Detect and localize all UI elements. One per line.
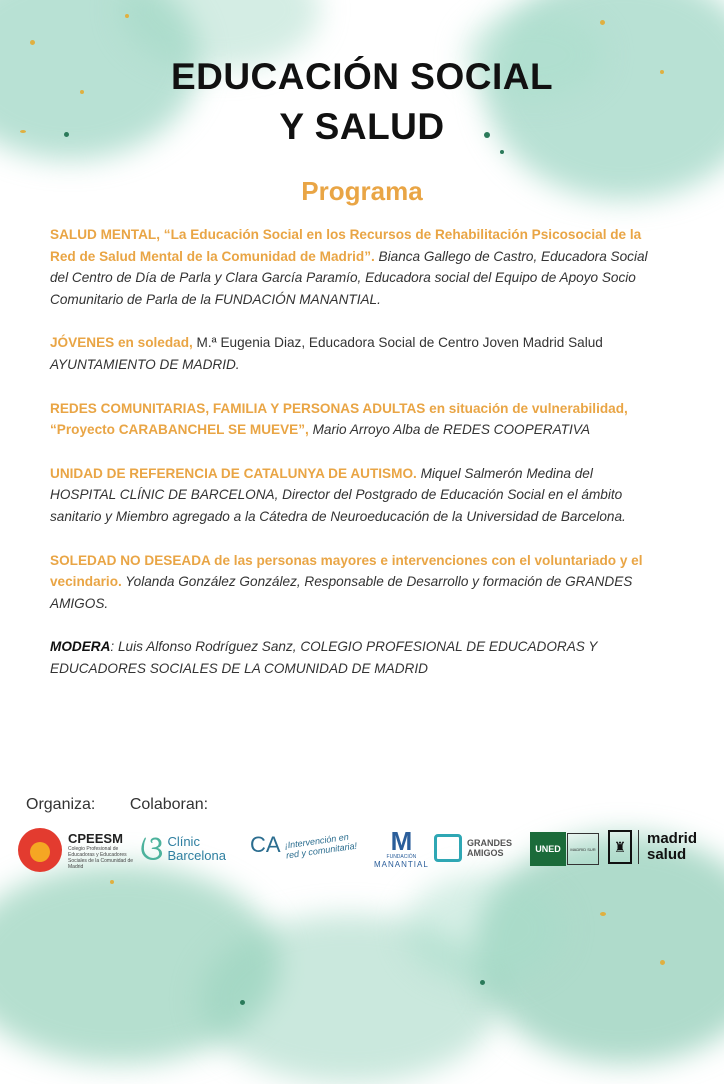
madrid-shield-icon: ♜ [608,830,632,864]
moderator-label: MODERA [50,639,111,655]
manantial-small: FUNDACIÓN [386,854,417,860]
item-topic: UNIDAD DE REFERENCIA DE CATALUNYA DE AUTISMO. [50,465,417,481]
intervencion-text: ¡Intervención en red y comunitaria! [283,831,358,861]
uned-logo [530,832,599,866]
clinic-emblem-icon: ଓ [140,830,164,868]
uned-box: MADRID SUR [567,833,599,865]
item-speakers: Yolanda González González, Responsable de Desarrollo y formación de GRANDES AMIGOS. [50,574,633,611]
grandes-line-1: GRANDES [467,838,513,848]
item-speakers: M.ª Eugenia Diaz, Educadora Social de Centro Joven Madrid Salud [192,335,603,351]
page-title [0,52,724,152]
title-line-2: Y SALUD [279,106,445,147]
moderator-item [50,636,650,679]
logo-strip [18,826,718,886]
watercolor-blob [404,874,564,984]
program-list [50,224,650,702]
green-speckle [480,980,485,985]
gold-speckle [660,960,665,965]
sponsors-labels [26,796,238,814]
item-topic: SALUD MENTAL, “La Educación Social en los Recursos de Rehabilitación Psicosocial de la Red de Salud Mental de la Comunidad de Madrid”. [50,227,642,264]
colaboran-label: Colaboran: [129,796,209,813]
clinic-line-2: Barcelona [167,848,226,863]
moderator-text: : Luis Alfonso Rodríguez Sanz, COLEGIO PROFESIONAL DE EDUCADORAS Y EDUCADORES SOCIALES DE LA COMUNIDAD DE MADRID [50,639,598,676]
item-speakers: Miquel Salmerón Medina del HOSPITAL CLÍNIC DE BARCELONA, Director del Postgrado de Educación Social en el ámbito sanitario y Miembro agregado a la Cátedra de Neuroeducación de la Universidad de Barcelona. [50,465,626,524]
item-organization: AYUNTAMIENTO DE MADRID. [50,356,240,372]
gold-speckle [30,40,35,45]
madrid-salud-logo [608,830,697,864]
green-speckle [240,1000,245,1005]
logo-divider [638,830,639,864]
madrid-line-2: salud [647,846,687,863]
uned-name: UNED [530,832,566,866]
gold-speckle [600,912,606,916]
cpeesm-subtitle: Colegio Profesional de Educadoras y Educadores Sociales de la Comunidad de Madrid [68,845,134,870]
manantial-logo [374,828,429,869]
organiza-label: Organiza: [26,796,96,813]
cpeesm-name: CPEESM [68,830,123,846]
program-item [50,332,650,375]
grandes-amigos-logo [434,834,512,862]
program-item [50,463,650,528]
clinic-barcelona-logo [140,832,226,866]
title-line-1: EDUCACIÓN SOCIAL [170,56,554,97]
clinic-line-1: Clínic [167,834,200,849]
gold-speckle [600,20,605,25]
program-heading: Programa [301,176,423,206]
item-speakers: Mario Arroyo Alba de REDES COOPERATIVA [308,422,591,438]
manantial-emblem-icon: M [390,826,413,856]
gold-speckle [125,14,129,18]
cpeesm-emblem-icon [18,828,62,872]
program-item [50,398,650,441]
intervencion-emblem-icon: CA [250,832,281,857]
item-topic: REDES COMUNITARIAS, FAMILIA Y PERSONAS ADULTAS en situación de vulnerabilidad, “Proyecto CARABANCHEL SE MUEVE”, [50,400,628,438]
grandes-line-2: AMIGOS [467,848,504,858]
intervencion-logo [250,831,365,861]
item-topic: SOLEDAD NO DESEADA de las personas mayores e intervenciones con el voluntariado y el vecindario. [50,552,643,590]
manantial-name: MANANTIAL [374,860,429,869]
item-topic: JÓVENES en soledad, [50,335,193,351]
item-speakers: Bianca Gallego de Castro, Educadora Social del Centro de Día de Parla y Clara García Paramío, Educadora social del Equipo de Apoyo Socio Comunitario de Parla de la FUNDACIÓN MANANTIAL. [50,248,648,307]
program-item [50,550,650,615]
grandes-amigos-emblem-icon [434,834,462,862]
madrid-line-1: madrid [647,830,698,847]
program-item [50,224,650,310]
cpeesm-logo [18,828,138,872]
